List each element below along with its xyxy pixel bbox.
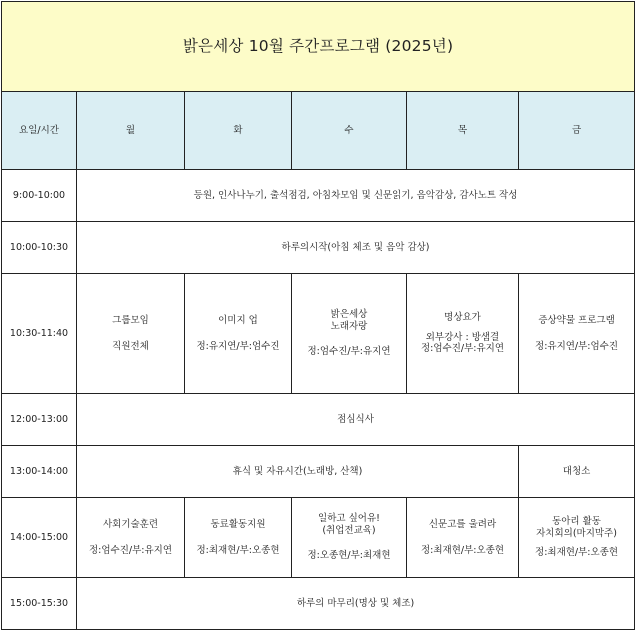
program-cell-wed bbox=[292, 498, 407, 578]
program-name-line2: 노래자랑 bbox=[330, 320, 368, 332]
schedule-table bbox=[1, 1, 635, 630]
table-row bbox=[2, 170, 635, 222]
program-staff: 정:유지연/부:엄수진 bbox=[196, 340, 280, 352]
program-cell: 점심식사 bbox=[77, 394, 635, 446]
program-cell-tue bbox=[185, 274, 292, 394]
program-cell: 하루의시작(아침 체조 및 음악 감상) bbox=[77, 222, 635, 274]
program-name: 그룹모임 bbox=[112, 314, 149, 326]
page-title: 밝은세상 10월 주간프로그램 (2025년) bbox=[2, 2, 635, 92]
table-row bbox=[2, 578, 635, 630]
time-slot: 15:00-15:30 bbox=[2, 578, 77, 630]
header-day-wed: 수 bbox=[292, 92, 407, 170]
header-row bbox=[2, 92, 635, 170]
program-cell-thu bbox=[407, 274, 519, 394]
time-slot: 9:00-10:00 bbox=[2, 170, 77, 222]
header-day-fri: 금 bbox=[519, 92, 635, 170]
time-slot: 10:00-10:30 bbox=[2, 222, 77, 274]
program-cell-fri bbox=[519, 274, 635, 394]
program-cell-thu bbox=[407, 498, 519, 578]
program-staff: 정:엄수진/부:유지연 bbox=[88, 544, 173, 556]
table-row bbox=[2, 222, 635, 274]
program-staff: 정:최재현/부:오종현 bbox=[196, 544, 280, 556]
program-cell: 등원, 인사나누기, 출석점검, 아침차모임 및 신문읽기, 음악감상, 감사노트 작성 bbox=[77, 170, 635, 222]
program-cell-mon bbox=[77, 274, 185, 394]
program-name-line2: 자치회의(마지막주) bbox=[536, 527, 617, 539]
header-day-tue: 화 bbox=[185, 92, 292, 170]
program-name: 명상요가 bbox=[444, 311, 481, 323]
program-cell-mon bbox=[77, 498, 185, 578]
program-name: 일하고 싶어유! bbox=[318, 512, 380, 524]
program-staff: 정:유지연/부:엄수진 bbox=[535, 340, 619, 352]
time-slot: 12:00-13:00 bbox=[2, 394, 77, 446]
program-staff: 정:오종현/부:최재현 bbox=[307, 550, 391, 562]
table-row bbox=[2, 394, 635, 446]
program-staff: 정:엄수진/부:유지연 bbox=[307, 346, 391, 358]
program-name-line2: (취업전교육) bbox=[322, 524, 376, 536]
header-day-thu: 목 bbox=[407, 92, 519, 170]
program-name: 신문고를 울려라 bbox=[428, 518, 497, 530]
time-slot: 13:00-14:00 bbox=[2, 446, 77, 498]
program-name: 이미지 업 bbox=[218, 314, 258, 326]
table-row bbox=[2, 274, 635, 394]
program-name: 사회기술훈련 bbox=[102, 518, 159, 530]
header-time: 요일/시간 bbox=[2, 92, 77, 170]
header-day-mon: 월 bbox=[77, 92, 185, 170]
table-row bbox=[2, 498, 635, 578]
schedule-sheet bbox=[1, 1, 634, 630]
program-staff: 직원전체 bbox=[112, 340, 149, 352]
program-staff: 정:최재현/부:오종현 bbox=[420, 544, 505, 556]
program-name: 동아리 활동 bbox=[552, 515, 601, 527]
program-name: 밝은세상 bbox=[330, 308, 368, 320]
program-cell: 휴식 및 자유시간(노래방, 산책) bbox=[77, 446, 519, 498]
program-cell-fri: 대청소 bbox=[519, 446, 635, 498]
program-cell-tue bbox=[185, 498, 292, 578]
program-name: 동료활동지원 bbox=[210, 518, 266, 530]
program-staff: 정:엄수진/부:유지연 bbox=[420, 343, 505, 355]
program-cell: 하루의 마무리(명상 및 체조) bbox=[77, 578, 635, 630]
program-cell-wed bbox=[292, 274, 407, 394]
program-cell-fri bbox=[519, 498, 635, 578]
program-name: 증상약물 프로그램 bbox=[538, 314, 615, 326]
time-slot: 14:00-15:00 bbox=[2, 498, 77, 578]
program-instructor: 외부강사 : 방샘결 bbox=[425, 331, 500, 343]
title-row bbox=[2, 2, 635, 92]
program-staff: 정:최재현/부:오종현 bbox=[535, 547, 619, 559]
time-slot: 10:30-11:40 bbox=[2, 274, 77, 394]
table-row bbox=[2, 446, 635, 498]
